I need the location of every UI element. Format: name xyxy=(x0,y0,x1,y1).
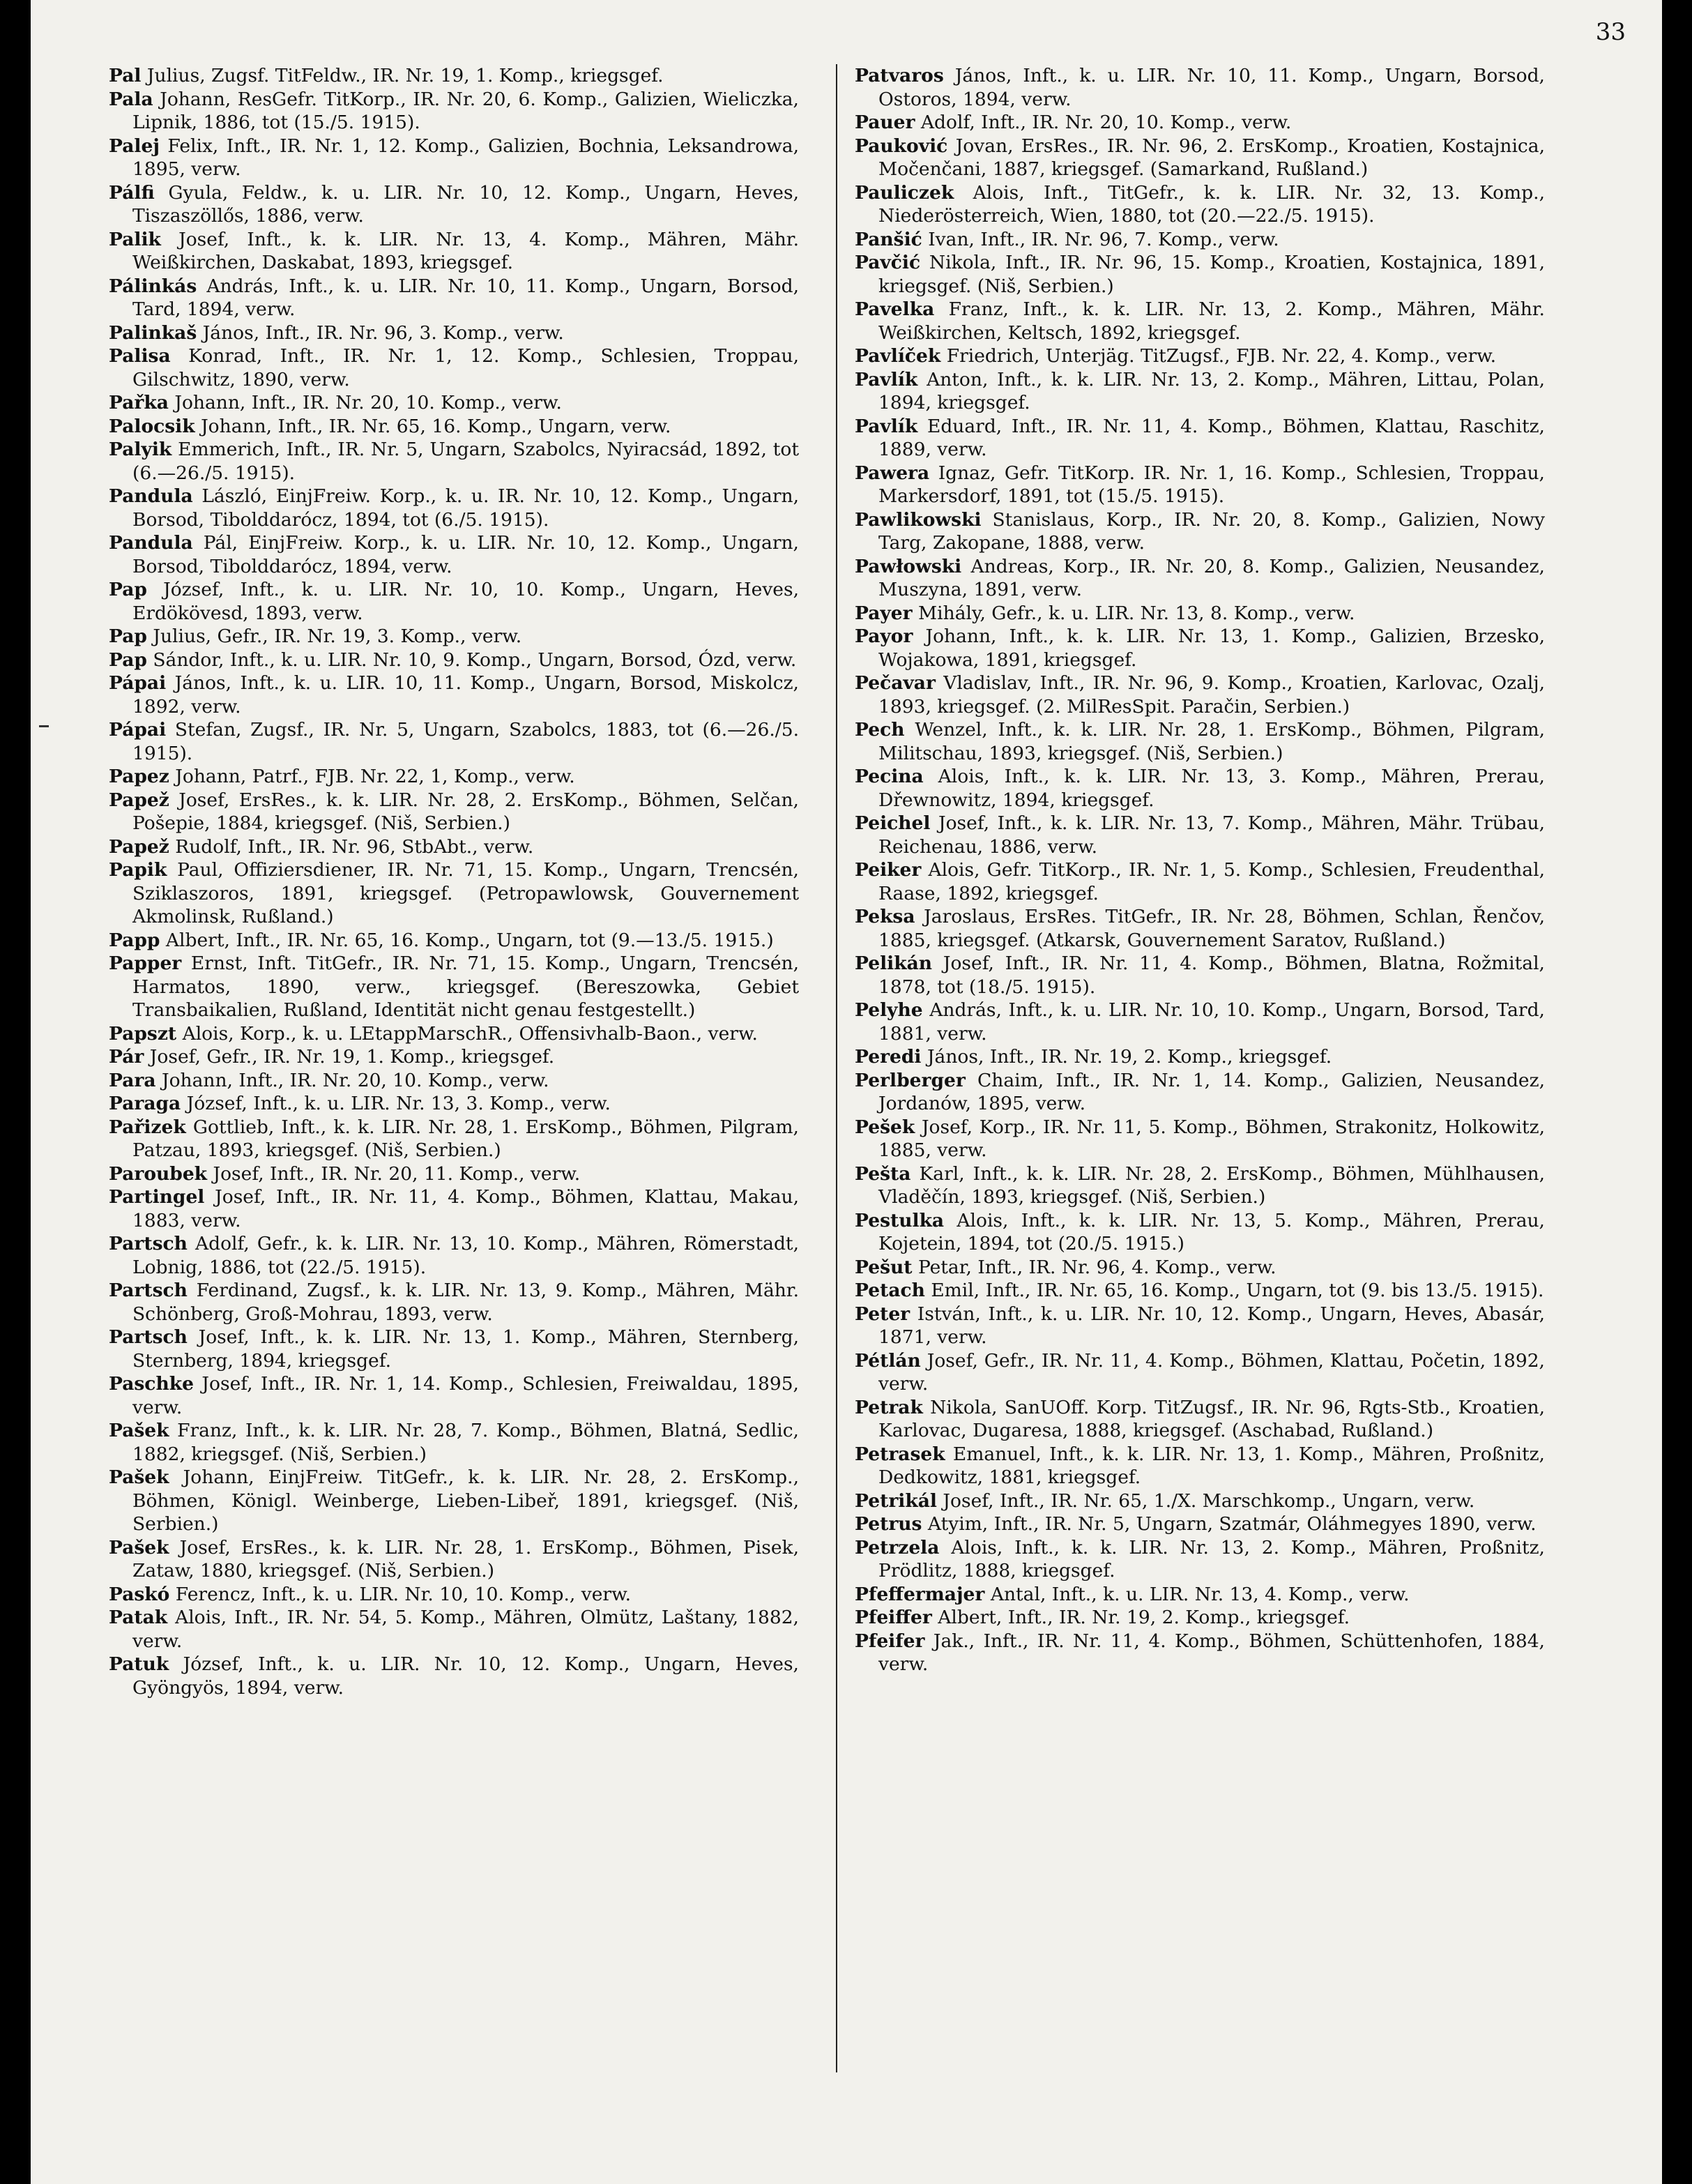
entry-surname: Payor xyxy=(855,625,913,647)
entry-surname: Perlberger xyxy=(855,1069,966,1091)
entry-details: Johann, Inft., IR. Nr. 20, 10. Komp., verw. xyxy=(161,1069,549,1091)
list-item xyxy=(855,1209,1545,1256)
entry-surname: Pala xyxy=(109,88,153,110)
entry-surname: Pašek xyxy=(109,1466,169,1488)
entry-surname: Pandula xyxy=(109,532,193,554)
entry-details: Emanuel, Inft., k. k. LIR. Nr. 13, 1. Komp., Mähren, Proßnitz, Dedkowitz, 1881, kriegsgef. xyxy=(878,1443,1545,1488)
entry-details: László, EinjFreiw. Korp., k. u. IR. Nr. 10, 12. Komp., Ungarn, Borsod, Tibolddarócz, 1894, tot (6./5. 1915). xyxy=(132,485,799,531)
entry-details: Rudolf, Inft., IR. Nr. 96, StbAbt., verw. xyxy=(175,835,534,858)
list-item xyxy=(109,789,799,835)
list-item xyxy=(855,952,1545,999)
entry-details: Josef, Inft., IR. Nr. 20, 11. Komp., verw. xyxy=(213,1162,581,1185)
entry-surname: Pawera xyxy=(855,462,930,484)
list-item xyxy=(109,321,799,345)
list-item xyxy=(855,1279,1545,1303)
list-item xyxy=(855,602,1545,625)
entry-surname: Panšić xyxy=(855,228,922,250)
entry-details: Julius, Gefr., IR. Nr. 19, 3. Komp., verw. xyxy=(153,625,522,647)
entry-surname: Pawlikowski xyxy=(855,508,982,531)
list-item xyxy=(855,1162,1545,1209)
entry-details: Pál, EinjFreiw. Korp., k. u. LIR. Nr. 10, 12. Komp., Ungarn, Borsod, Tibolddarócz, 1894, verw. xyxy=(132,532,799,577)
entry-surname: Petrasek xyxy=(855,1443,945,1465)
list-item xyxy=(109,181,799,228)
list-item xyxy=(855,298,1545,344)
list-item xyxy=(855,1116,1545,1162)
entry-details: Josef, Gefr., IR. Nr. 19, 1. Komp., kriegsgef. xyxy=(149,1046,555,1068)
list-item xyxy=(855,462,1545,508)
entry-details: Albert, Inft., IR. Nr. 65, 16. Komp., Ungarn, tot (9.—13./5. 1915.) xyxy=(165,929,774,951)
entry-details: Franz, Inft., k. k. LIR. Nr. 13, 2. Komp., Mähren, Mähr. Weißkirchen, Keltsch, 1892, kriegsgef. xyxy=(878,298,1545,344)
entry-details: Antal, Inft., k. u. LIR. Nr. 13, 4. Komp., verw. xyxy=(990,1583,1410,1605)
entry-details: Adolf, Inft., IR. Nr. 20, 10. Komp., verw. xyxy=(920,112,1292,133)
entry-details: József, Inft., k. u. LIR. Nr. 13, 3. Komp., verw. xyxy=(186,1093,611,1114)
entry-details: Johann, Inft., k. k. LIR. Nr. 13, 1. Komp., Galizien, Brzesko, Wojakowa, 1891, kriegsgef. xyxy=(878,625,1545,671)
entry-details: András, Inft., k. u. LIR. Nr. 10, 10. Komp., Ungarn, Borsod, Tard, 1881, verw. xyxy=(878,999,1545,1045)
entry-surname: Patuk xyxy=(109,1653,169,1675)
list-item xyxy=(109,1162,799,1186)
list-item xyxy=(109,1022,799,1046)
entry-details: Eduard, Inft., IR. Nr. 11, 4. Komp., Böhmen, Klattau, Raschitz, 1889, verw. xyxy=(878,415,1545,460)
entry-details: Ferdinand, Zugsf., k. k. LIR. Nr. 13, 9. Komp., Mähren, Mähr. Schönberg, Groß-Mohrau, 1893, verw. xyxy=(132,1280,799,1325)
list-item xyxy=(855,1512,1545,1536)
entry-details: Andreas, Korp., IR. Nr. 20, 8. Komp., Galizien, Neusandez, Muszyna, 1891, verw. xyxy=(878,555,1545,600)
list-item xyxy=(855,1396,1545,1443)
entry-surname: Peiker xyxy=(855,859,922,881)
list-item xyxy=(109,415,799,439)
entry-surname: Pap xyxy=(109,579,147,600)
entry-surname: Pavčić xyxy=(855,252,921,273)
entry-surname: Pal xyxy=(109,65,142,86)
list-item xyxy=(855,228,1545,252)
list-item xyxy=(109,578,799,625)
entry-details: Josef, ErsRes., k. k. LIR. Nr. 28, 1. ErsKomp., Böhmen, Pisek, Zataw, 1880, kriegsgef. (Niš, Serbien.) xyxy=(132,1536,799,1582)
document-page xyxy=(31,0,1662,2184)
list-item xyxy=(855,1045,1545,1069)
entry-details: Alois, Inft., k. k. LIR. Nr. 13, 5. Komp., Mähren, Prerau, Kojetein, 1894, tot (20./5. 1915.) xyxy=(878,1209,1545,1254)
entry-details: Alois, Korp., k. u. LEtappMarschR., Offensivhalb-Baon., verw. xyxy=(182,1022,758,1045)
list-item xyxy=(855,368,1545,415)
list-item xyxy=(109,765,799,789)
list-item xyxy=(109,1069,799,1093)
entry-details: Alois, Inft., k. k. LIR. Nr. 13, 3. Komp., Mähren, Prerau, Dřewnowitz, 1894, kriegsgef. xyxy=(878,766,1545,811)
entry-details: Jaroslaus, ErsRes. TitGefr., IR. Nr. 28, Böhmen, Schlan, Řenčov, 1885, kriegsgef. (Atkarsk, Gouvernement Saratov, Rußland.) xyxy=(878,906,1545,951)
entry-details: Franz, Inft., k. k. LIR. Nr. 28, 7. Komp., Böhmen, Blatná, Sedlic, 1882, kriegsgef. (Niš, Serbien.) xyxy=(132,1420,799,1465)
list-item xyxy=(109,1536,799,1583)
entry-details: Alois, Inft., TitGefr., k. k. LIR. Nr. 32, 13. Komp., Niederösterreich, Wien, 1880, tot (20.—22./5. 1915). xyxy=(878,181,1545,227)
entry-details: Johann, Inft., IR. Nr. 20, 10. Komp., verw. xyxy=(174,392,562,414)
entry-surname: Pfeiffer xyxy=(855,1607,932,1628)
list-item xyxy=(855,765,1545,812)
entry-details: János, Inft., k. u. LIR. 10, 11. Komp., Ungarn, Borsod, Miskolcz, 1892, verw. xyxy=(132,672,799,718)
entry-details: Jak., Inft., IR. Nr. 11, 4. Komp., Böhmen, Schüttenhofen, 1884, verw. xyxy=(878,1630,1545,1675)
list-item xyxy=(855,1443,1545,1489)
entry-details: Mihály, Gefr., k. u. LIR. Nr. 13, 8. Komp., verw. xyxy=(918,602,1355,624)
entry-surname: Pařizek xyxy=(109,1116,186,1138)
list-item xyxy=(109,672,799,718)
entry-surname: Pár xyxy=(109,1046,144,1068)
entry-details: Emil, Inft., IR. Nr. 65, 16. Komp., Ungarn, tot (9. bis 13./5. 1915). xyxy=(931,1280,1544,1301)
list-item xyxy=(109,1372,799,1419)
left-column xyxy=(109,64,799,1699)
list-item xyxy=(855,415,1545,462)
entry-surname: Paschke xyxy=(109,1373,194,1395)
entry-surname: Partingel xyxy=(109,1186,205,1208)
entry-details: Paul, Offiziersdiener, IR. Nr. 71, 15. Komp., Ungarn, Trencsén, Sziklaszoros, 1891, kriegsgef. (Petropawlowsk, Gouvernement Akmolinsk, Rußland.) xyxy=(132,859,799,927)
entry-details: Albert, Inft., IR. Nr. 19, 2. Komp., kriegsgef. xyxy=(938,1607,1350,1628)
entry-surname: Pech xyxy=(855,719,905,741)
list-item xyxy=(109,929,799,953)
list-item xyxy=(109,64,799,88)
list-item xyxy=(109,1116,799,1162)
list-item xyxy=(855,1256,1545,1280)
list-item xyxy=(855,135,1545,181)
entry-details: Wenzel, Inft., k. k. LIR. Nr. 28, 1. ErsKomp., Böhmen, Pilgram, Militschau, 1893, kriegsgef. (Niš, Serbien.) xyxy=(878,719,1546,764)
entry-surname: Pálfi xyxy=(109,181,155,204)
entry-surname: Pawłowski xyxy=(855,555,962,577)
list-item xyxy=(109,718,799,765)
column-divider xyxy=(836,64,837,2072)
list-item xyxy=(109,1232,799,1279)
list-item xyxy=(109,438,799,485)
list-item xyxy=(855,999,1545,1045)
list-item xyxy=(855,251,1545,298)
entry-surname: Pandula xyxy=(109,485,193,507)
entry-details: János, Inft., IR. Nr. 96, 3. Komp., verw. xyxy=(202,321,564,344)
entry-surname: Pfeifer xyxy=(855,1630,925,1652)
entry-details: Johann, ResGefr. TitKorp., IR. Nr. 20, 6. Komp., Galizien, Wieliczka, Lipnik, 1886, tot (15./5. 1915). xyxy=(132,88,799,133)
entry-surname: Palej xyxy=(109,135,160,157)
entry-surname: Pfeffermajer xyxy=(855,1583,985,1605)
entry-details: Josef, Inft., IR. Nr. 65, 1./X. Marschkomp., Ungarn, verw. xyxy=(943,1489,1475,1512)
entry-surname: Pavelka xyxy=(855,298,935,320)
entry-details: Jovan, ErsRes., IR. Nr. 96, 2. ErsKomp., Kroatien, Kostajnica, Močenčani, 1887, kriegsgef. (Samarkand, Rußland.) xyxy=(878,135,1545,180)
list-item xyxy=(109,531,799,578)
entry-surname: Pálinkás xyxy=(109,275,197,297)
entry-surname: Para xyxy=(109,1069,156,1091)
list-item xyxy=(109,485,799,531)
list-item xyxy=(109,625,799,649)
entry-details: Sándor, Inft., k. u. LIR. Nr. 10, 9. Komp., Ungarn, Borsod, Ózd, verw. xyxy=(153,649,797,671)
entry-surname: Palinkaš xyxy=(109,321,197,344)
list-item xyxy=(109,1045,799,1069)
list-item xyxy=(855,1606,1545,1630)
entry-details: Josef, Inft., k. k. LIR. Nr. 13, 4. Komp., Mähren, Mähr. Weißkirchen, Daskabat, 1893, kriegsgef. xyxy=(132,228,799,273)
list-item xyxy=(109,1185,799,1232)
list-item xyxy=(109,1466,799,1536)
entry-details: Josef, Korp., IR. Nr. 11, 5. Komp., Böhmen, Strakonitz, Holkowitz, 1885, verw. xyxy=(878,1116,1545,1161)
list-item xyxy=(855,812,1545,858)
entry-surname: Petrikál xyxy=(855,1489,937,1512)
list-item xyxy=(109,1419,799,1466)
scan-mark xyxy=(39,725,49,727)
list-item xyxy=(109,275,799,321)
entry-details: Emmerich, Inft., IR. Nr. 5, Ungarn, Szabolcs, Nyiracsád, 1892, tot (6.—26./5. 1915). xyxy=(132,439,799,484)
entry-surname: Papež xyxy=(109,789,169,811)
entry-details: Ferencz, Inft., k. u. LIR. Nr. 10, 10. Komp., verw. xyxy=(175,1583,632,1605)
entry-surname: Partsch xyxy=(109,1233,188,1254)
entry-surname: Pecina xyxy=(855,766,924,787)
list-item xyxy=(855,625,1545,672)
entry-surname: Pápai xyxy=(109,719,167,741)
list-item xyxy=(109,1583,799,1607)
entry-details: Stanislaus, Korp., IR. Nr. 20, 8. Komp., Galizien, Nowy Targ, Zakopane, 1888, verw. xyxy=(878,508,1545,554)
entry-details: Alois, Inft., k. k. LIR. Nr. 13, 2. Komp., Mähren, Proßnitz, Prödlitz, 1888, kriegsgef. xyxy=(878,1536,1545,1582)
entry-details: Ernst, Inft. TitGefr., IR. Nr. 71, 15. Komp., Ungarn, Trencsén, Harmatos, 1890, verw., kriegsgef. (Bereszowka, Gebiet Transbaikalien, Rußland, Identität nicht genau festgestellt.) xyxy=(132,953,799,1021)
entry-details: Atyim, Inft., IR. Nr. 5, Ungarn, Szatmár, Oláhmegyes 1890, verw. xyxy=(927,1513,1537,1535)
entry-surname: Papik xyxy=(109,859,167,881)
entry-surname: Petrak xyxy=(855,1396,923,1418)
list-item xyxy=(855,858,1545,905)
entry-surname: Pestulka xyxy=(855,1209,945,1231)
entry-details: János, Inft., IR. Nr. 19, 2. Komp., kriegsgef. xyxy=(927,1046,1332,1068)
entry-surname: Paraga xyxy=(109,1093,181,1114)
entry-surname: Pavlíček xyxy=(855,345,941,367)
entry-surname: Patvaros xyxy=(855,65,944,86)
entry-details: Ignaz, Gefr. TitKorp. IR. Nr. 1, 16. Komp., Schlesien, Troppau, Markersdorf, 1891, tot (15./5. 1915). xyxy=(878,462,1545,507)
entry-surname: Pelikán xyxy=(855,953,933,974)
list-item xyxy=(109,135,799,181)
list-item xyxy=(109,649,799,672)
entry-surname: Peichel xyxy=(855,812,931,834)
entry-details: Alois, Inft., IR. Nr. 54, 5. Komp., Mähren, Olmütz, Laštany, 1882, verw. xyxy=(132,1607,799,1652)
list-item xyxy=(855,1303,1545,1349)
entry-details: Felix, Inft., IR. Nr. 1, 12. Komp., Galizien, Bochnia, Leksandrowa, 1895, verw. xyxy=(132,135,799,180)
entry-details: Johann, EinjFreiw. TitGefr., k. k. LIR. Nr. 28, 2. ErsKomp., Böhmen, Königl. Weinberge, Lieben-Libeř, 1891, kriegsgef. (Niš, Serbien.) xyxy=(132,1466,799,1535)
list-item xyxy=(855,1536,1545,1583)
entry-surname: Pétlán xyxy=(855,1349,921,1372)
entry-surname: Petrzela xyxy=(855,1536,940,1559)
list-item xyxy=(109,391,799,415)
entry-surname: Pelyhe xyxy=(855,999,923,1021)
list-item xyxy=(855,181,1545,228)
entry-surname: Papež xyxy=(109,835,169,858)
entry-surname: Papez xyxy=(109,766,169,787)
list-item xyxy=(109,1279,799,1326)
entry-surname: Pešut xyxy=(855,1256,913,1278)
entry-details: Josef, Inft., IR. Nr. 1, 14. Komp., Schlesien, Freiwaldau, 1895, verw. xyxy=(132,1373,799,1418)
list-item xyxy=(855,1069,1545,1116)
entry-details: Friedrich, Unterjäg. TitZugsf., FJB. Nr. 22, 4. Komp., verw. xyxy=(946,345,1497,367)
entry-surname: Pašek xyxy=(109,1420,169,1441)
entry-surname: Pavlík xyxy=(855,415,918,437)
list-item xyxy=(855,718,1545,765)
entry-details: János, Inft., k. u. LIR. Nr. 10, 11. Komp., Ungarn, Borsod, Ostoros, 1894, verw. xyxy=(878,65,1545,110)
entry-surname: Paroubek xyxy=(109,1162,208,1185)
list-item xyxy=(855,555,1545,602)
entry-details: Nikola, SanUOff. Korp. TitZugsf., IR. Nr. 96, Rgts-Stb., Kroatien, Karlovac, Dugaresa, 1888, kriegsgef. (Aschabad, Rußland.) xyxy=(878,1396,1545,1441)
list-item xyxy=(109,1606,799,1653)
list-item xyxy=(855,64,1545,111)
right-column xyxy=(855,64,1545,1676)
entry-surname: Patak xyxy=(109,1607,168,1628)
entry-details: Adolf, Gefr., k. k. LIR. Nr. 13, 10. Komp., Mähren, Römerstadt, Lobnig, 1886, tot (22./5. 1915). xyxy=(132,1233,799,1278)
entry-details: Josef, Inft., IR. Nr. 11, 4. Komp., Böhmen, Blatna, Rožmital, 1878, tot (18./5. 1915). xyxy=(878,953,1545,998)
entry-details: Anton, Inft., k. k. LIR. Nr. 13, 2. Komp., Mähren, Littau, Polan, 1894, kriegsgef. xyxy=(878,368,1545,414)
entry-details: Vladislav, Inft., IR. Nr. 96, 9. Komp., Kroatien, Karlovac, Ozalj, 1893, kriegsgef. (2. MilResSpit. Paračin, Serbien.) xyxy=(878,672,1545,718)
list-item xyxy=(109,88,799,135)
entry-surname: Petrus xyxy=(855,1513,922,1535)
entry-surname: Pauer xyxy=(855,112,915,133)
list-item xyxy=(855,1583,1545,1607)
entry-surname: Palisa xyxy=(109,345,171,367)
entry-details: Chaim, Inft., IR. Nr. 1, 14. Komp., Galizien, Neusandez, Jordanów, 1895, verw. xyxy=(878,1069,1545,1114)
list-item xyxy=(109,1092,799,1116)
entry-details: Gyula, Feldw., k. u. LIR. Nr. 10, 12. Komp., Ungarn, Heves, Tiszaszöllős, 1886, verw. xyxy=(132,181,799,227)
list-item xyxy=(109,1326,799,1372)
entry-details: Petar, Inft., IR. Nr. 96, 4. Komp., verw. xyxy=(917,1256,1276,1278)
entry-details: Stefan, Zugsf., IR. Nr. 5, Ungarn, Szabolcs, 1883, tot (6.—26./5. 1915). xyxy=(132,719,799,764)
entry-surname: Pápai xyxy=(109,672,167,694)
entry-surname: Pešek xyxy=(855,1116,915,1138)
entry-surname: Partsch xyxy=(109,1280,188,1301)
entry-surname: Payer xyxy=(855,602,913,624)
entry-details: István, Inft., k. u. LIR. Nr. 10, 12. Komp., Ungarn, Heves, Abasár, 1871, verw. xyxy=(878,1303,1545,1348)
entry-details: Josef, Inft., k. k. LIR. Nr. 13, 7. Komp., Mähren, Mähr. Trübau, Reichenau, 1886, verw. xyxy=(878,812,1545,858)
entry-details: Johann, Patrf., FJB. Nr. 22, 1, Komp., verw. xyxy=(175,766,575,787)
entry-surname: Pařka xyxy=(109,392,169,414)
entry-details: Ivan, Inft., IR. Nr. 96, 7. Komp., verw. xyxy=(928,228,1279,250)
list-item xyxy=(855,672,1545,718)
entry-surname: Pečavar xyxy=(855,672,936,694)
entry-details: Julius, Zugsf. TitFeldw., IR. Nr. 19, 1. Komp., kriegsgef. xyxy=(146,65,664,86)
entry-details: Josef, Inft., k. k. LIR. Nr. 13, 1. Komp., Mähren, Sternberg, Sternberg, 1894, kriegsgef. xyxy=(132,1326,799,1372)
entry-surname: Papp xyxy=(109,929,160,951)
list-item xyxy=(855,508,1545,555)
entry-details: András, Inft., k. u. LIR. Nr. 10, 11. Komp., Ungarn, Borsod, Tard, 1894, verw. xyxy=(132,275,799,320)
list-item xyxy=(109,344,799,391)
entry-details: József, Inft., k. u. LIR. Nr. 10, 10. Komp., Ungarn, Heves, Erdökövesd, 1893, verw. xyxy=(132,579,799,624)
list-item xyxy=(855,344,1545,368)
entry-details: József, Inft., k. u. LIR. Nr. 10, 12. Komp., Ungarn, Heves, Gyöngyös, 1894, verw. xyxy=(132,1653,799,1699)
list-item xyxy=(109,858,799,929)
entry-details: Nikola, Inft., IR. Nr. 96, 15. Komp., Kroatien, Kostajnica, 1891, kriegsgef. (Niš, Serbien.) xyxy=(878,252,1545,297)
entry-surname: Pauković xyxy=(855,135,948,157)
entry-details: Alois, Gefr. TitKorp., IR. Nr. 1, 5. Komp., Schlesien, Freudenthal, Raase, 1892, kriegsgef. xyxy=(878,859,1545,904)
entry-surname: Palik xyxy=(109,228,161,250)
entry-details: Gottlieb, Inft., k. k. LIR. Nr. 28, 1. ErsKomp., Böhmen, Pilgram, Patzau, 1893, kriegsgef. (Niš, Serbien.) xyxy=(132,1116,799,1161)
entry-details: Karl, Inft., k. k. LIR. Nr. 28, 2. ErsKomp., Böhmen, Mühlhausen, Vladěčín, 1893, kriegsgef. (Niš, Serbien.) xyxy=(878,1162,1545,1208)
entry-surname: Pešta xyxy=(855,1162,911,1185)
list-item xyxy=(855,1489,1545,1513)
entry-surname: Palocsik xyxy=(109,415,195,437)
entry-surname: Papper xyxy=(109,953,182,974)
entry-surname: Peksa xyxy=(855,906,915,927)
entry-surname: Paskó xyxy=(109,1583,170,1605)
page-number: 33 xyxy=(1595,18,1626,46)
entry-surname: Papszt xyxy=(109,1022,177,1045)
entry-details: Konrad, Inft., IR. Nr. 1, 12. Komp., Schlesien, Troppau, Gilschwitz, 1890, verw. xyxy=(132,345,799,390)
entry-surname: Pauliczek xyxy=(855,181,954,204)
list-item xyxy=(855,1349,1545,1396)
entry-surname: Pavlík xyxy=(855,368,918,390)
entry-details: Josef, Inft., IR. Nr. 11, 4. Komp., Böhmen, Klattau, Makau, 1883, verw. xyxy=(132,1186,799,1231)
list-item xyxy=(109,228,799,275)
entry-surname: Petach xyxy=(855,1280,925,1301)
list-item xyxy=(855,1630,1545,1676)
entry-details: Josef, ErsRes., k. k. LIR. Nr. 28, 2. ErsKomp., Böhmen, Selčan, Pošepie, 1884, kriegsgef. (Niš, Serbien.) xyxy=(132,789,799,834)
list-item xyxy=(855,905,1545,952)
entry-surname: Partsch xyxy=(109,1326,188,1348)
list-item xyxy=(109,1653,799,1699)
entry-surname: Peredi xyxy=(855,1046,922,1068)
list-item xyxy=(109,835,799,859)
entry-surname: Peter xyxy=(855,1303,910,1325)
entry-surname: Palyik xyxy=(109,439,172,460)
entry-details: Josef, Gefr., IR. Nr. 11, 4. Komp., Böhmen, Klattau, Početin, 1892, verw. xyxy=(878,1349,1545,1395)
list-item xyxy=(855,111,1545,135)
entry-details: Johann, Inft., IR. Nr. 65, 16. Komp., Ungarn, verw. xyxy=(201,415,671,437)
entry-surname: Pap xyxy=(109,625,147,647)
entry-surname: Pap xyxy=(109,649,147,671)
list-item xyxy=(109,952,799,1022)
entry-surname: Pašek xyxy=(109,1536,169,1559)
